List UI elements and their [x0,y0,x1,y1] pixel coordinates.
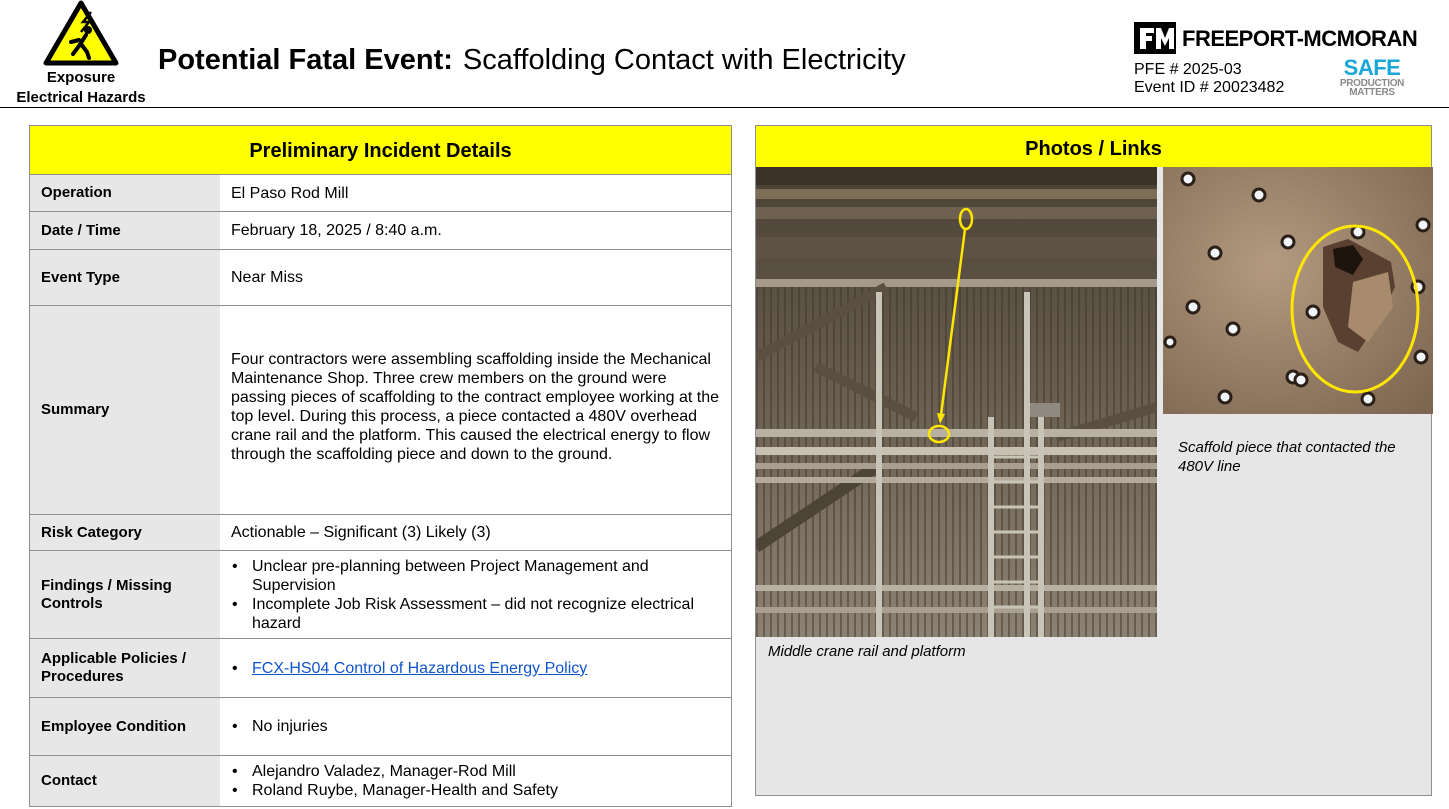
row-label-policies: Applicable Policies / Procedures [30,639,220,697]
company-logo [1134,22,1418,54]
row-value-operation: El Paso Rod Mill [231,184,349,202]
page-title [158,44,906,77]
list-item: • Alejandro Valadez, Manager-Rod Mill [231,762,558,781]
contact-list [231,762,558,800]
row-label-operation: Operation [30,175,220,211]
hazard-caption-line2: Electrical Hazards [16,89,146,106]
row-label-employee-condition: Employee Condition [30,698,220,755]
row-label-findings: Findings / Missing Controls [30,551,220,638]
title-prefix: Potential Fatal Event: [158,44,453,76]
list-item: • Unclear pre-planning between Project Management and Supervision [231,557,721,595]
row-value-findings [220,551,731,638]
list-item: • Roland Ruybe, Manager-Health and Safety [231,781,558,800]
row-value-contact [220,756,731,806]
list-item [231,659,587,678]
table-row [30,756,731,806]
table-row [30,175,731,212]
photos-heading: Photos / Links [756,126,1431,167]
details-heading: Preliminary Incident Details [30,126,731,175]
fm-logo-icon [1134,22,1176,54]
row-value-summary: Four contractors were assembling scaffolding inside the Mechanical Maintenance Shop. Three crew members on the ground were passing pieces of scaffolding to the contract employee working at the top level. During this process, a piece contacted a 480V overhead crane rail and the platform. This caused the electrical energy to flow through the scaffolding piece and down to the ground. [231,351,719,463]
row-label-contact: Contact [30,756,220,806]
table-row [30,515,731,551]
pfe-number: PFE # 2025-03 [1134,61,1242,78]
policies-list [231,659,587,678]
row-value-risk-category: Actionable – Significant (3) Likely (3) [231,524,491,541]
safe-logo-line1: SAFE [1343,55,1401,80]
findings-list [231,557,721,633]
incident-details-table [29,125,732,807]
electrical-hazard-icon [43,0,119,66]
row-label-event-type: Event Type [30,250,220,305]
scaffold-piece-photo [1163,167,1433,414]
table-row [30,306,731,515]
table-row [30,250,731,306]
row-label-risk-category: Risk Category [30,515,220,550]
crane-rail-photo [756,167,1157,637]
table-row [30,212,731,250]
row-value-event-type: Near Miss [231,269,304,286]
row-value-date-time: February 18, 2025 / 8:40 a.m. [231,222,442,239]
row-label-date-time: Date / Time [30,212,220,249]
title-text: Scaffolding Contact with Electricity [462,44,906,76]
safe-production-logo [1337,57,1407,97]
photo-caption-crane-rail: Middle crane rail and platform [768,643,966,660]
event-id: Event ID # 20023482 [1134,79,1285,96]
table-row [30,551,731,639]
event-identifiers [1134,61,1284,97]
hazard-badge [8,0,154,108]
hazard-caption-line1: Exposure [46,69,116,86]
list-item: • Incomplete Job Risk Assessment – did not recognize electrical hazard [231,595,721,633]
condition-list [231,717,328,736]
list-item: • No injuries [231,717,328,736]
company-name: FREEPORT-MCMORAN [1182,26,1418,51]
policy-link[interactable]: FCX-HS04 Control of Hazardous Energy Policy [252,659,588,677]
safe-logo-line2: PRODUCTION [1339,78,1405,89]
photos-links-panel [755,125,1432,796]
table-row [30,698,731,756]
page-header [0,0,1449,108]
row-value-employee-condition [220,698,731,755]
table-row [30,639,731,698]
safe-logo-line3: MATTERS [1349,87,1395,98]
row-label-summary: Summary [30,306,220,514]
photo-caption-scaffold-piece: Scaffold piece that contacted the 480V line [1178,439,1396,475]
row-value-policies [220,639,731,697]
